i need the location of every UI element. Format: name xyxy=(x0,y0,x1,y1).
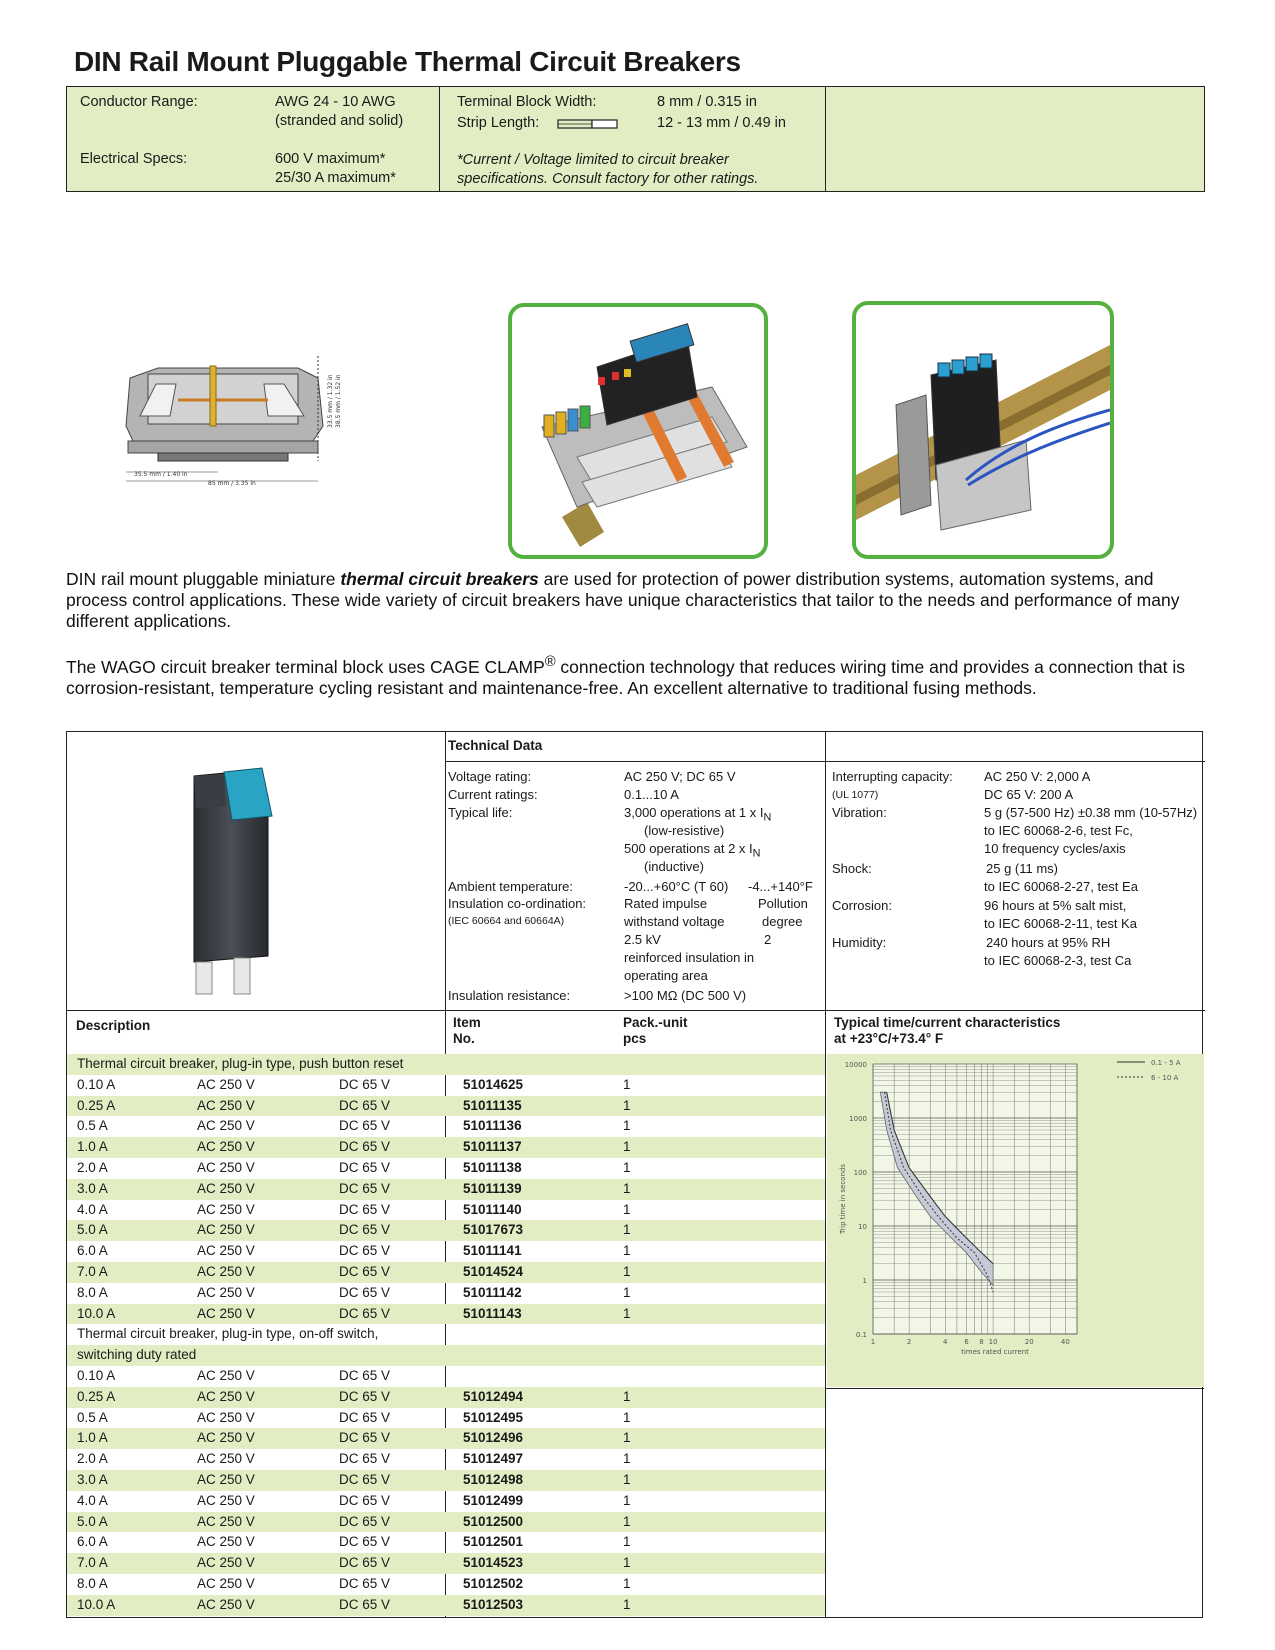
group-heading xyxy=(67,1345,825,1366)
ac-voltage-cell: AC 250 V xyxy=(197,1513,255,1529)
pack-unit-cell: 1 xyxy=(623,1492,631,1508)
life-value-3: 500 operations at 2 x $I_N$ xyxy=(624,841,761,860)
dc-voltage-cell: DC 65 V xyxy=(339,1367,391,1383)
pollution-2: degree xyxy=(762,914,803,929)
ac-voltage-cell: AC 250 V xyxy=(197,1118,255,1134)
spec-note-line1: *Current / Voltage limited to circuit breaker xyxy=(457,152,729,168)
ac-voltage-cell: AC 250 V xyxy=(197,1076,255,1092)
pack-unit-cell: 1 xyxy=(623,1471,631,1487)
dc-voltage-cell: DC 65 V xyxy=(339,1284,391,1300)
corrosion-v2: to IEC 60068-2-11, test Ka xyxy=(984,916,1137,931)
x-tick-label: 10 xyxy=(988,1338,998,1346)
dc-voltage-cell: DC 65 V xyxy=(339,1118,391,1134)
ac-voltage-cell: AC 250 V xyxy=(197,1305,255,1321)
ac-voltage-cell: AC 250 V xyxy=(197,1534,255,1550)
table-row xyxy=(67,1116,825,1137)
technical-data-left xyxy=(448,768,824,1008)
x-tick-label: 6 xyxy=(964,1338,969,1346)
ac-voltage-cell: AC 250 V xyxy=(197,1243,255,1259)
ac-voltage-cell: AC 250 V xyxy=(197,1492,255,1508)
rating-cell: 8.0 A xyxy=(77,1284,108,1300)
rating-cell: 8.0 A xyxy=(77,1575,108,1591)
ac-voltage-cell: AC 250 V xyxy=(197,1430,255,1446)
intro-paragraph xyxy=(66,569,1206,632)
spec-divider xyxy=(439,87,440,191)
ambient-label: Ambient temperature: xyxy=(448,879,574,894)
table-row xyxy=(67,1512,825,1533)
vibration-label: Vibration: xyxy=(832,805,887,820)
product-rows xyxy=(67,1054,825,1616)
rating-cell: 6.0 A xyxy=(77,1243,108,1259)
ac-voltage-cell: AC 250 V xyxy=(197,1388,255,1404)
table-row xyxy=(67,1491,825,1512)
column-pack: Pack.-unit xyxy=(623,1015,688,1030)
column-chart-title: Typical time/current characteristics xyxy=(834,1015,1061,1030)
rating-cell: 7.0 A xyxy=(77,1263,108,1279)
ac-voltage-cell: AC 250 V xyxy=(197,1180,255,1196)
legend-label: 0.1 - 5 A xyxy=(1151,1059,1181,1067)
dc-voltage-cell: DC 65 V xyxy=(339,1180,391,1196)
humidity-v1: 240 hours at 95% RH xyxy=(986,935,1111,950)
dc-voltage-cell: DC 65 V xyxy=(339,1534,391,1550)
table-divider xyxy=(66,1010,1205,1011)
technical-data-right xyxy=(832,768,1204,978)
insulation-v4: reinforced insulation in xyxy=(624,950,755,965)
dc-voltage-cell: DC 65 V xyxy=(339,1513,391,1529)
product-photo-rail xyxy=(852,301,1114,559)
legend-label: 6 - 10 A xyxy=(1151,1074,1179,1082)
dc-voltage-cell: DC 65 V xyxy=(339,1575,391,1591)
table-row xyxy=(67,1449,825,1470)
conductor-label: Conductor Range: xyxy=(80,94,198,110)
insulation-v5: operating area xyxy=(624,968,708,983)
product-photo-assembly xyxy=(508,303,768,559)
shock-v1: 25 g (11 ms) xyxy=(986,861,1059,876)
pack-unit-cell: 1 xyxy=(623,1118,631,1134)
table-divider xyxy=(445,761,1205,762)
dc-voltage-cell: DC 65 V xyxy=(339,1222,391,1238)
item-number-cell: 51011137 xyxy=(463,1139,522,1155)
item-number-cell: 51011143 xyxy=(463,1305,522,1321)
table-row xyxy=(67,1283,825,1304)
rating-cell: 5.0 A xyxy=(77,1513,108,1529)
item-number-cell: 51014523 xyxy=(463,1555,524,1571)
dc-voltage-cell: DC 65 V xyxy=(339,1097,391,1113)
table-row xyxy=(67,1220,825,1241)
pack-unit-cell: 1 xyxy=(623,1513,631,1529)
ac-voltage-cell: AC 250 V xyxy=(197,1471,255,1487)
x-tick-label: 2 xyxy=(906,1338,912,1346)
table-row xyxy=(67,1408,825,1429)
conductor-value: AWG 24 - 10 AWG xyxy=(275,94,396,110)
column-pack-pcs: pcs xyxy=(623,1031,647,1046)
dc-voltage-cell: DC 65 V xyxy=(339,1492,391,1508)
life-value-1: 3,000 operations at 1 x $I_N$ xyxy=(624,805,772,824)
insulation-v3: 2.5 kV xyxy=(624,932,661,947)
y-tick-label: 0.1 xyxy=(855,1331,867,1339)
pack-unit-cell: 1 xyxy=(623,1451,631,1467)
pack-unit-cell: 1 xyxy=(623,1596,631,1612)
vibration-v2: to IEC 60068-2-6, test Fc, xyxy=(984,823,1133,838)
group-heading xyxy=(67,1324,825,1345)
intro-text-post: are used for protection of power distribution systems, automation systems, and process control applications. These wide variety of circuit breakers have unique characteristics that tailor to the needs and performance of many different applications. xyxy=(66,569,1180,631)
terminal-block-drawing xyxy=(118,356,348,496)
pack-unit-cell: 1 xyxy=(623,1409,631,1425)
corrosion-v1: 96 hours at 5% salt mist, xyxy=(984,898,1127,913)
rating-cell: 1.0 A xyxy=(77,1139,108,1155)
electrical-label: Electrical Specs: xyxy=(80,151,188,167)
item-number-cell: 51011142 xyxy=(463,1284,522,1300)
dc-voltage-cell: DC 65 V xyxy=(339,1263,391,1279)
corrosion-label: Corrosion: xyxy=(832,898,892,913)
rating-cell: 0.25 A xyxy=(77,1097,116,1113)
strip-value: 12 - 13 mm / 0.49 in xyxy=(657,115,786,131)
item-number-cell: 51011136 xyxy=(463,1118,522,1134)
rating-cell: 0.10 A xyxy=(77,1076,116,1092)
ac-voltage-cell: AC 250 V xyxy=(197,1222,255,1238)
ac-voltage-cell: AC 250 V xyxy=(197,1097,255,1113)
current-label: Current ratings: xyxy=(448,787,538,802)
table-row xyxy=(67,1158,825,1179)
humidity-v2: to IEC 60068-2-3, test Ca xyxy=(984,953,1132,968)
table-row xyxy=(67,1075,825,1096)
column-description: Description xyxy=(76,1018,151,1033)
dc-voltage-cell: DC 65 V xyxy=(339,1159,391,1175)
dc-voltage-cell: DC 65 V xyxy=(339,1305,391,1321)
cage-text-pre: The WAGO circuit breaker terminal block uses CAGE CLAMP xyxy=(66,656,545,677)
rating-cell: 10.0 A xyxy=(77,1596,116,1612)
dim-width-1: 35.5 mm / 1.40 in xyxy=(134,471,188,478)
item-number-cell: 51011135 xyxy=(463,1097,522,1113)
group-heading-text: Thermal circuit breaker, plug-in type, push button reset xyxy=(77,1056,404,1071)
table-row xyxy=(67,1304,825,1325)
pack-unit-cell: 1 xyxy=(623,1097,631,1113)
pack-unit-cell: 1 xyxy=(623,1305,631,1321)
cage-clamp-paragraph xyxy=(66,652,1206,699)
item-number-cell: 51012503 xyxy=(463,1596,524,1612)
table-divider xyxy=(826,1388,1204,1389)
ac-voltage-cell: AC 250 V xyxy=(197,1451,255,1467)
y-tick-label: 100 xyxy=(853,1169,867,1177)
rating-cell: 2.0 A xyxy=(77,1451,108,1467)
item-number-cell: 51012499 xyxy=(463,1492,524,1508)
rating-cell: 6.0 A xyxy=(77,1534,108,1550)
table-row xyxy=(67,1574,825,1595)
ac-voltage-cell: AC 250 V xyxy=(197,1409,255,1425)
pack-unit-cell: 1 xyxy=(623,1159,631,1175)
table-row xyxy=(67,1179,825,1200)
pack-unit-cell: 1 xyxy=(623,1076,631,1092)
interrupt-standard: (UL 1077) xyxy=(832,789,879,801)
interrupt-v2: DC 65 V: 200 A xyxy=(984,787,1074,802)
dc-voltage-cell: DC 65 V xyxy=(339,1596,391,1612)
pack-unit-cell: 1 xyxy=(623,1243,631,1259)
ac-voltage-cell: AC 250 V xyxy=(197,1367,255,1383)
column-chart-subtitle: at +23°C/+73.4° F xyxy=(834,1031,944,1046)
breaker-assembly-image xyxy=(512,307,764,555)
y-axis-label: Trip time in seconds xyxy=(839,1164,847,1234)
shock-v2: to IEC 60068-2-27, test Ea xyxy=(984,879,1138,894)
pack-unit-cell: 1 xyxy=(623,1222,631,1238)
tb-width-label: Terminal Block Width: xyxy=(457,94,597,110)
dc-voltage-cell: DC 65 V xyxy=(339,1139,391,1155)
resistance-value: >100 MΩ (DC 500 V) xyxy=(624,988,747,1003)
pack-unit-cell: 1 xyxy=(623,1180,631,1196)
x-tick-label: 20 xyxy=(1024,1338,1034,1346)
registered-mark: ® xyxy=(544,654,556,670)
table-row xyxy=(67,1366,825,1387)
ambient-celsius: -20...+60°C (T 60) xyxy=(624,879,729,894)
current-value: 0.1...10 A xyxy=(624,787,679,802)
item-number-cell: 51012494 xyxy=(463,1388,524,1404)
ambient-fahrenheit: -4...+140°F xyxy=(748,879,813,894)
table-row xyxy=(67,1387,825,1408)
item-number-cell: 51012495 xyxy=(463,1409,524,1425)
item-number-cell: 51012502 xyxy=(463,1575,524,1591)
dc-voltage-cell: DC 65 V xyxy=(339,1388,391,1404)
table-row xyxy=(67,1096,825,1117)
trip-curve-panel xyxy=(827,1054,1204,1387)
strip-length-icon xyxy=(557,117,619,131)
rating-cell: 3.0 A xyxy=(77,1180,108,1196)
dc-voltage-cell: DC 65 V xyxy=(339,1471,391,1487)
dc-voltage-cell: DC 65 V xyxy=(339,1430,391,1446)
x-axis-label: times rated current xyxy=(961,1348,1029,1356)
table-row xyxy=(67,1595,825,1616)
ac-voltage-cell: AC 250 V xyxy=(197,1596,255,1612)
breaker-rail-image xyxy=(856,305,1110,555)
item-number-cell: 51011141 xyxy=(463,1243,522,1259)
item-number-cell: 51017673 xyxy=(463,1222,524,1238)
dc-voltage-cell: DC 65 V xyxy=(339,1409,391,1425)
rating-cell: 0.5 A xyxy=(77,1409,108,1425)
group-heading-text: Thermal circuit breaker, plug-in type, on-off switch, xyxy=(77,1326,379,1342)
strip-label: Strip Length: xyxy=(457,115,540,131)
rating-cell: 5.0 A xyxy=(77,1222,108,1238)
group-heading-text: switching duty rated xyxy=(77,1347,197,1363)
vibration-v1: 5 g (57-500 Hz) ±0.38 mm (10-57Hz) xyxy=(984,805,1198,820)
rating-cell: 3.0 A xyxy=(77,1471,108,1487)
vibration-v3: 10 frequency cycles/axis xyxy=(984,841,1126,856)
resistance-label: Insulation resistance: xyxy=(448,988,571,1003)
item-number-cell: 51012501 xyxy=(463,1534,524,1550)
rating-cell: 7.0 A xyxy=(77,1555,108,1571)
y-tick-label: 10 xyxy=(858,1223,867,1231)
pollution-3: 2 xyxy=(764,932,772,947)
dc-voltage-cell: DC 65 V xyxy=(339,1076,391,1092)
dim-height-1: 33.5 mm / 1.32 in xyxy=(327,374,334,428)
pack-unit-cell: 1 xyxy=(623,1430,631,1446)
pack-unit-cell: 1 xyxy=(623,1284,631,1300)
life-label: Typical life: xyxy=(448,805,513,820)
spec-divider xyxy=(825,87,826,191)
y-tick-label: 1000 xyxy=(849,1115,867,1123)
x-tick-label: 40 xyxy=(1060,1338,1070,1346)
table-row xyxy=(67,1262,825,1283)
table-row xyxy=(67,1553,825,1574)
rating-cell: 0.25 A xyxy=(77,1388,116,1404)
pack-unit-cell: 1 xyxy=(623,1139,631,1155)
insulation-standard: (IEC 60664 and 60664A) xyxy=(448,915,565,927)
table-row xyxy=(67,1532,825,1553)
dc-voltage-cell: DC 65 V xyxy=(339,1555,391,1571)
trip-curve-chart xyxy=(827,1054,1204,1387)
dc-voltage-cell: DC 65 V xyxy=(339,1243,391,1259)
pack-unit-cell: 1 xyxy=(623,1555,631,1571)
dc-voltage-cell: DC 65 V xyxy=(339,1451,391,1467)
item-number-cell: 51011140 xyxy=(463,1201,522,1217)
x-tick-label: 4 xyxy=(943,1338,948,1346)
spec-note-line2: specifications. Consult factory for other ratings. xyxy=(457,171,759,187)
rating-cell: 4.0 A xyxy=(77,1492,108,1508)
pack-unit-cell: 1 xyxy=(623,1263,631,1279)
conductor-value-note: (stranded and solid) xyxy=(275,113,404,129)
voltage-value: AC 250 V; DC 65 V xyxy=(624,769,736,784)
page-title: DIN Rail Mount Pluggable Thermal Circuit Breakers xyxy=(74,46,741,77)
insulation-label: Insulation co-ordination: xyxy=(448,896,587,911)
intro-text-pre: DIN rail mount pluggable miniature xyxy=(66,569,341,589)
table-row xyxy=(67,1428,825,1449)
item-number-cell: 51012497 xyxy=(463,1451,524,1467)
rating-cell: 4.0 A xyxy=(77,1201,108,1217)
ac-voltage-cell: AC 250 V xyxy=(197,1555,255,1571)
pack-unit-cell: 1 xyxy=(623,1575,631,1591)
column-item-no: No. xyxy=(453,1031,475,1046)
item-number-cell: 51014524 xyxy=(463,1263,524,1279)
x-tick-label: 8 xyxy=(979,1338,984,1346)
dim-height-2: 38.5 mm / 1.52 in xyxy=(335,374,342,428)
ac-voltage-cell: AC 250 V xyxy=(197,1263,255,1279)
table-row xyxy=(67,1200,825,1221)
dc-voltage-cell: DC 65 V xyxy=(339,1201,391,1217)
insulation-v2: withstand voltage xyxy=(624,914,725,929)
pollution-1: Pollution xyxy=(758,896,808,911)
tb-width-value: 8 mm / 0.315 in xyxy=(657,94,757,110)
rating-cell: 0.5 A xyxy=(77,1118,108,1134)
item-number-cell: 51012496 xyxy=(463,1430,524,1446)
shock-label: Shock: xyxy=(832,861,872,876)
breaker-product-image xyxy=(180,766,285,998)
table-row xyxy=(67,1137,825,1158)
ac-voltage-cell: AC 250 V xyxy=(197,1159,255,1175)
table-row xyxy=(67,1241,825,1262)
ac-voltage-cell: AC 250 V xyxy=(197,1201,255,1217)
spec-box xyxy=(66,86,1205,192)
insulation-v1: Rated impulse xyxy=(624,896,708,911)
electrical-voltage: 600 V maximum* xyxy=(275,151,386,167)
cage-text-post: connection technology that reduces wiring time and provides a connection that is corrosion-resistant, temperature cycling resistant and maintenance-free. An excellent alternative to traditional fusing methods. xyxy=(66,656,1185,698)
column-item: Item xyxy=(453,1015,481,1030)
pack-unit-cell: 1 xyxy=(623,1534,631,1550)
ac-voltage-cell: AC 250 V xyxy=(197,1284,255,1300)
table-row xyxy=(67,1470,825,1491)
life-value-2: (low-resistive) xyxy=(644,823,725,838)
rating-cell: 1.0 A xyxy=(77,1430,108,1446)
item-number-cell: 51011139 xyxy=(463,1180,522,1196)
y-tick-label: 1 xyxy=(862,1277,867,1285)
ac-voltage-cell: AC 250 V xyxy=(197,1575,255,1591)
interrupt-label: Interrupting capacity: xyxy=(832,769,953,784)
y-tick-label: 10000 xyxy=(844,1061,867,1069)
rating-cell: 10.0 A xyxy=(77,1305,116,1321)
pack-unit-cell: 1 xyxy=(623,1388,631,1404)
ac-voltage-cell: AC 250 V xyxy=(197,1139,255,1155)
plot-area xyxy=(873,1064,1077,1334)
rating-cell: 0.10 A xyxy=(77,1367,116,1383)
x-tick-label: 1 xyxy=(870,1338,876,1346)
item-number-cell: 51014625 xyxy=(463,1076,524,1092)
electrical-current: 25/30 A maximum* xyxy=(275,170,396,186)
interrupt-v1: AC 250 V: 2,000 A xyxy=(984,769,1091,784)
table-divider xyxy=(825,731,826,1618)
item-number-cell: 51012498 xyxy=(463,1471,524,1487)
humidity-label: Humidity: xyxy=(832,935,887,950)
voltage-label: Voltage rating: xyxy=(448,769,532,784)
item-number-cell: 51012500 xyxy=(463,1513,524,1529)
intro-text-emphasis: thermal circuit breakers xyxy=(340,569,539,589)
item-number-cell: 51011138 xyxy=(463,1159,522,1175)
life-value-4: (inductive) xyxy=(644,859,704,874)
technical-heading: Technical Data xyxy=(448,738,543,753)
group-heading xyxy=(67,1054,825,1075)
pack-unit-cell: 1 xyxy=(623,1201,631,1217)
dim-width-2: 85 mm / 3.35 in xyxy=(208,480,256,487)
rating-cell: 2.0 A xyxy=(77,1159,108,1175)
